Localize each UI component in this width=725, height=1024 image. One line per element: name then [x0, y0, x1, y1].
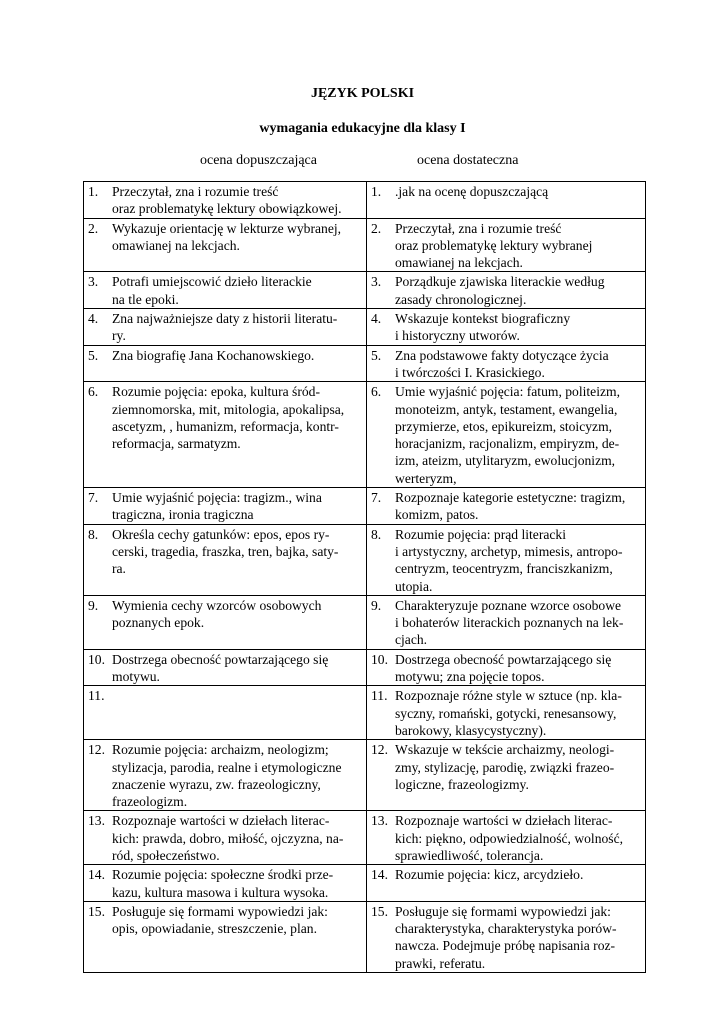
requirement-item [371, 183, 641, 200]
requirement-text: Przeczytał, zna i rozumie treść oraz problematykę lektury wybranej omawianej na lekcjach. [395, 220, 593, 271]
requirement-cell-left [84, 901, 367, 972]
requirement-number: 13. [88, 813, 105, 829]
requirement-cell-right [367, 488, 646, 525]
requirement-number: 7. [88, 490, 99, 506]
requirement-number: 7. [371, 490, 382, 506]
table-row [84, 345, 646, 382]
requirement-item [88, 812, 362, 864]
requirement-text: Dostrzega obecność powtarzającego się motywu; zna pojęcie topos. [395, 651, 612, 685]
requirement-cell-right [367, 865, 646, 902]
requirement-cell-right [367, 595, 646, 649]
table-row [84, 901, 646, 972]
table-row [84, 811, 646, 865]
requirement-number: 14. [88, 867, 105, 883]
table-row [84, 309, 646, 346]
requirement-text: Dostrzega obecność powtarzającego się motywu. [112, 651, 329, 685]
requirement-item [371, 310, 641, 345]
requirement-item [371, 741, 641, 793]
requirement-item [371, 812, 641, 864]
requirement-text: Rozpoznaje różne style w sztuce (np. kla- syczny, romański, gotycki, renesansowy, barokowy, klasycystyczny). [395, 688, 622, 738]
requirement-cell-right [367, 686, 646, 740]
requirement-cell-left [84, 272, 367, 309]
requirement-number: 14. [371, 867, 388, 883]
table-row [84, 649, 646, 686]
requirement-text: Rozumie pojęcia: archaizm, neologizm; stylizacja, parodia, realne i etymologiczne znaczenie wyrazu, zw. frazeologiczny, frazeologizm. [112, 742, 342, 810]
requirement-item [371, 489, 641, 524]
requirement-item [371, 220, 641, 272]
requirement-item [88, 597, 362, 632]
requirement-number: 9. [371, 597, 382, 613]
requirement-text: Rozumie pojęcia: prąd literacki i artystyczny, archetyp, mimesis, antropo- centryzm, teocentryzm, franciszkanizm, utopia. [395, 526, 623, 594]
requirement-number: 8. [88, 526, 99, 542]
requirement-item [88, 183, 362, 218]
requirement-number: 12. [371, 742, 388, 758]
requirement-item [371, 687, 641, 739]
requirement-cell-left [84, 524, 367, 595]
requirement-text: Umie wyjaśnić pojęcia: fatum, politeizm, monoteizm, antyk, testament, ewangelia, przymierze, etos, epikureizm, stoicyzm, horacjanizm, racjonalizm, empiryzm, de- izm, ateizm, utylitaryzm, ewolucjonizm, werteryzm, [395, 384, 620, 486]
requirement-item [371, 526, 641, 595]
requirement-text: Wskazuje w tekście archaizmy, neologi- zmy, stylizację, parodię, związki frazeo- logiczne, frazeologizmy. [395, 742, 615, 792]
requirement-number: 1. [371, 184, 382, 199]
requirement-item [371, 866, 641, 883]
document-title: JĘZYK POLSKI [310, 86, 415, 101]
requirement-item [88, 526, 362, 578]
requirement-text: Charakteryzuje poznane wzorce osobowe i bohaterów literackich poznanych na lek- cjach. [395, 597, 624, 648]
requirement-cell-right [367, 811, 646, 865]
requirement-cell-right [367, 382, 646, 488]
requirement-number: 4. [371, 311, 382, 327]
requirement-number: 6. [88, 384, 99, 400]
requirement-number: 15. [371, 903, 388, 919]
requirement-item [371, 383, 641, 487]
requirement-item [371, 597, 641, 649]
requirement-text: Wskazuje kontekst biograficzny i historyczny utworów. [395, 311, 571, 344]
requirement-text: Porządkuje zjawiska literackie według zasady chronologicznej. [395, 274, 605, 307]
requirement-cell-left [84, 309, 367, 346]
table-row [84, 865, 646, 902]
requirement-item [88, 651, 362, 686]
table-row [84, 182, 646, 219]
requirement-text: Zna najważniejsze daty z historii literatu- ry. [112, 311, 338, 344]
table-row [84, 272, 646, 309]
requirement-cell-left [84, 218, 367, 272]
requirement-text: Zna biografię Jana Kochanowskiego. [112, 347, 315, 363]
requirement-number: 10. [88, 651, 105, 667]
requirement-number: 5. [371, 347, 382, 363]
requirement-item [371, 347, 641, 382]
table-row [84, 740, 646, 811]
requirement-number: 12. [88, 742, 105, 758]
requirement-item [88, 273, 362, 308]
requirement-item [371, 903, 641, 972]
requirement-item [88, 741, 362, 810]
requirement-cell-left [84, 865, 367, 902]
requirement-number: 8. [371, 526, 382, 542]
requirement-cell-right [367, 309, 646, 346]
table-row [84, 595, 646, 649]
requirement-number: 6. [371, 384, 382, 400]
requirement-text: Posługuje się formami wypowiedzi jak: charakterystyka, charakterystyka porów- nawcza. Podejmuje próbę napisania roz- prawki, referatu. [395, 903, 617, 971]
requirement-item [88, 310, 362, 345]
table-row [84, 218, 646, 272]
requirement-item [88, 489, 362, 524]
requirement-text: Określa cechy gatunków: epos, epos ry- cerski, tragedia, fraszka, tren, bajka, saty- ra. [112, 526, 339, 577]
requirement-cell-right [367, 740, 646, 811]
requirement-cell-left [84, 595, 367, 649]
requirement-item [371, 651, 641, 686]
requirement-item [88, 903, 362, 938]
table-row [84, 524, 646, 595]
requirement-cell-right [367, 218, 646, 272]
requirement-text: Wymienia cechy wzorców osobowych poznanych epok. [112, 597, 322, 631]
requirement-text: Rozpoznaje wartości w dziełach literac- kich: piękno, odpowiedzialność, wolność, sprawiedliwość, tolerancja. [395, 813, 624, 863]
requirement-number: 2. [88, 220, 99, 236]
requirement-text: Rozumie pojęcia: społeczne środki prze- kazu, kultura masowa i kultura wysoka. [112, 867, 334, 900]
requirement-cell-left [84, 488, 367, 525]
table-row [84, 686, 646, 740]
requirement-number: 9. [88, 597, 99, 613]
requirement-cell-left [84, 382, 367, 488]
requirement-text: Potrafi umiejscowić dzieło literackie na tle epoki. [112, 274, 312, 307]
requirement-text: Rozumie pojęcia: epoka, kultura śród- ziemnomorska, mit, mitologia, apokalipsa, ascetyzm, , humanizm, reformacja, kontr- reformacja, sarmatyzm. [112, 384, 345, 452]
requirement-cell-right [367, 901, 646, 972]
requirement-cell-left [84, 811, 367, 865]
requirements-table [83, 181, 646, 973]
requirement-cell-right [367, 272, 646, 309]
requirement-text: Zna podstawowe fakty dotyczące życia i twórczości I. Krasickiego. [395, 347, 609, 380]
table-row [84, 382, 646, 488]
requirement-cell-left [84, 345, 367, 382]
requirement-cell-left [84, 649, 367, 686]
requirement-item [88, 866, 362, 901]
requirement-item [88, 347, 362, 364]
requirement-item [88, 220, 362, 255]
requirement-text [112, 687, 362, 704]
requirement-cell-right [367, 524, 646, 595]
requirement-text: Posługuje się formami wypowiedzi jak: opis, opowiadanie, streszczenie, plan. [112, 903, 328, 937]
table-row [84, 488, 646, 525]
requirement-number: 3. [88, 274, 99, 290]
requirement-text: Rozumie pojęcia: kicz, arcydzieło. [395, 867, 584, 883]
requirement-item [371, 273, 641, 308]
requirement-text: Wykazuje orientację w lekturze wybranej, omawianej na lekcjach. [112, 220, 342, 253]
requirement-cell-right [367, 649, 646, 686]
requirement-text: Rozpoznaje kategorie estetyczne: tragizm, komizm, patos. [395, 490, 626, 523]
requirement-text: Przeczytał, zna i rozumie treść oraz problematykę lektury obowiązkowej. [112, 184, 342, 217]
requirement-number: 1. [88, 184, 99, 199]
requirement-number: 11. [88, 688, 105, 704]
requirement-number: 2. [371, 220, 382, 236]
requirement-number: 4. [88, 311, 99, 327]
column-header-right: ocena dostateczna [417, 153, 519, 168]
requirement-cell-right [367, 345, 646, 382]
requirement-number: 11. [371, 688, 388, 704]
requirement-cell-left [84, 182, 367, 219]
requirement-number: 3. [371, 274, 382, 290]
requirement-number: 10. [371, 651, 388, 667]
requirement-number: 15. [88, 903, 105, 919]
requirement-text: .jak na ocenę dopuszczającą [395, 184, 549, 199]
requirement-number: 13. [371, 813, 388, 829]
requirement-cell-left [84, 740, 367, 811]
requirement-item [88, 687, 362, 704]
requirement-text: Umie wyjaśnić pojęcia: tragizm., wina tragiczna, ironia tragiczna [112, 490, 322, 523]
document-subtitle: wymagania edukacyjne dla klasy I [259, 121, 466, 136]
requirement-item [88, 383, 362, 452]
requirement-number: 5. [88, 347, 99, 363]
requirement-cell-right [367, 182, 646, 219]
requirement-text: Rozpoznaje wartości w dziełach literac- kich: prawda, dobro, miłość, ojczyzna, na- ród, społeczeństwo. [112, 813, 344, 863]
requirement-cell-left [84, 686, 367, 740]
column-header-left: ocena dopuszczająca [200, 153, 317, 168]
